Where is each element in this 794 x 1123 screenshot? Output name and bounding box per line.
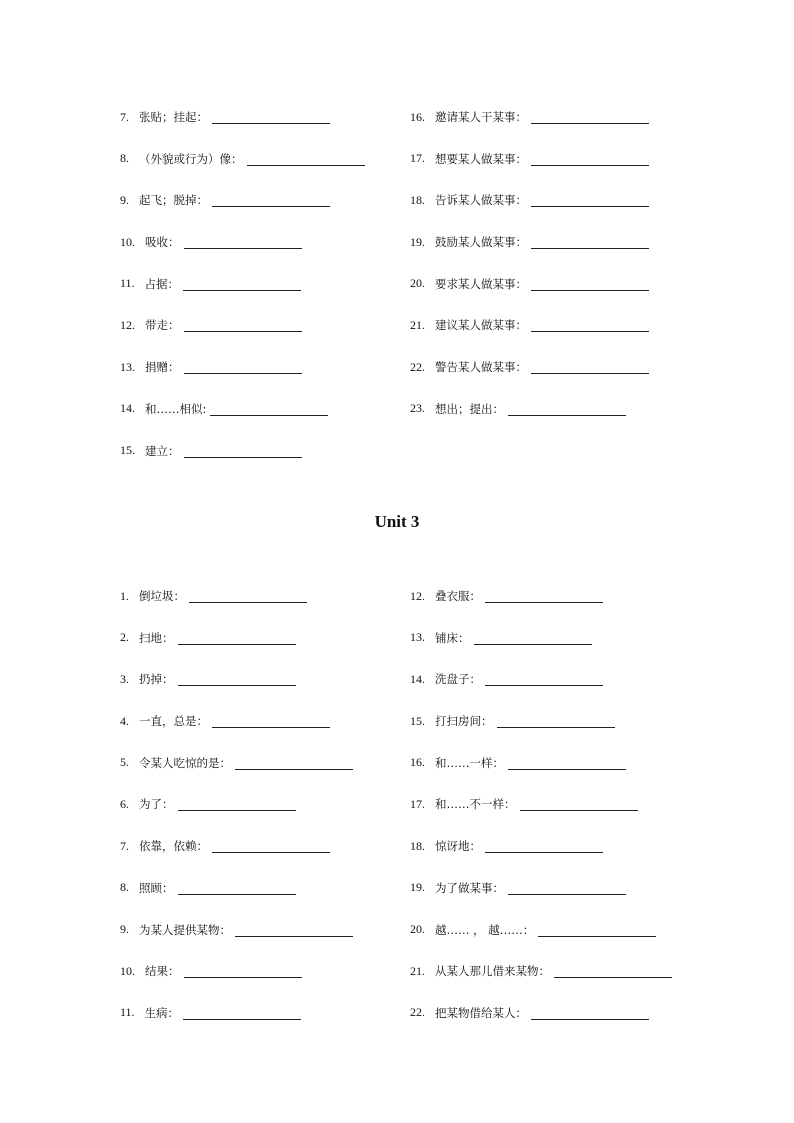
vocab-item [410,752,710,774]
item-prompt: 叠衣服： [435,589,481,603]
answer-blank[interactable] [184,247,302,249]
item-number: 8. [120,151,129,166]
item-number: 21. [410,317,425,332]
vocab-item [410,877,710,899]
item-number: 22. [410,359,425,374]
vocab-item [120,1002,410,1024]
item-prompt: 占据： [144,276,180,291]
vocab-item [410,356,710,378]
vocab-item [410,960,710,982]
item-prompt: 鼓励某人做某事： [435,235,527,250]
item-number: 13. [120,359,135,374]
answer-blank[interactable] [538,935,656,937]
vocab-item [410,231,710,253]
item-number: 17. [410,151,425,166]
item-prompt: 一直，总是： [139,714,208,729]
vocab-item [120,877,410,899]
item-number: 16. [410,755,425,770]
answer-blank[interactable] [485,684,603,686]
item-number: 7. [120,838,129,853]
item-number: 23. [410,401,425,416]
item-number: 12. [120,317,135,332]
answer-blank[interactable] [531,289,649,291]
vocab-item [410,398,710,420]
item-prompt: 为某人提供某物： [139,922,231,937]
vocab-item [120,793,410,815]
item-number: 6. [120,796,129,811]
item-number: 5. [120,755,129,770]
answer-blank[interactable] [184,372,302,374]
item-prompt: 建立： [145,443,180,458]
item-number: 4. [120,713,129,728]
item-number: 18. [410,838,425,853]
item-number: 13. [410,630,425,645]
vocab-item [120,752,410,774]
answer-blank[interactable] [474,643,592,645]
item-number: 14. [410,671,425,686]
item-number: 14. [120,401,135,416]
answer-blank[interactable] [178,684,296,686]
item-number: 10. [120,963,135,978]
answer-blank[interactable] [212,726,330,728]
vocab-item [120,919,410,941]
vocab-item [410,148,710,170]
item-prompt: 从某人那儿借来某物： [435,964,550,979]
vocab-item [410,668,710,690]
item-prompt: 为了： [139,797,174,812]
answer-blank[interactable] [178,809,296,811]
item-number: 3. [120,671,129,686]
vocab-item [410,189,710,211]
empty-cell [410,440,710,462]
answer-blank[interactable] [508,414,626,416]
vocab-item [120,356,410,378]
answer-blank[interactable] [508,768,626,770]
answer-blank[interactable] [531,1018,649,1020]
item-prompt: 和……不一样： [435,797,516,812]
item-number: 21. [410,963,425,978]
item-number: 11. [120,276,135,291]
item-number: 18. [410,192,425,207]
item-number: 19. [410,880,425,895]
vocab-item [410,106,710,128]
item-prompt: 打扫房间： [435,714,493,729]
item-prompt: 邀请某人干某事： [435,110,527,124]
item-prompt: 为了做某事： [435,880,504,895]
item-prompt: 洗盘子： [435,672,481,687]
answer-blank[interactable] [531,372,649,374]
answer-blank[interactable] [184,976,302,978]
vocab-item [120,314,410,336]
vocab-item [120,231,410,253]
unit-heading: Unit 3 [374,512,420,531]
vocab-item [120,668,410,690]
vocab-item [120,106,410,128]
item-number: 15. [120,443,135,457]
item-prompt: （外貌或行为）像： [139,151,243,166]
answer-blank[interactable] [183,289,301,291]
item-prompt: 铺床： [435,630,470,645]
item-number: 2. [120,630,129,645]
vocab-item [120,148,410,170]
item-prompt: 想要某人做某事： [435,151,527,166]
answer-blank[interactable] [554,976,672,978]
item-number: 15. [410,713,425,728]
item-prompt: 和……一样： [435,755,504,770]
item-number: 22. [410,1005,425,1020]
item-prompt: 想出；提出： [435,401,504,416]
item-number: 7. [120,109,129,124]
item-prompt: 令某人吃惊的是： [139,755,231,770]
vocab-grid-unit3 [120,585,710,1044]
item-prompt: 把某物借给某人： [435,1005,527,1020]
answer-blank[interactable] [485,851,603,853]
answer-blank[interactable] [520,809,638,811]
item-prompt: 惊讶地： [435,839,481,854]
vocab-item [410,627,710,649]
vocab-item [410,835,710,857]
answer-blank[interactable] [508,893,626,895]
vocab-item [120,585,410,607]
vocab-item [410,585,710,607]
answer-blank[interactable] [212,205,330,207]
item-number: 1. [120,588,129,603]
answer-blank[interactable] [184,330,302,332]
item-prompt: 照顾： [139,880,174,895]
vocab-item [410,919,710,941]
answer-blank[interactable] [184,456,302,458]
item-prompt: 扫地： [139,630,174,645]
vocab-item [120,398,410,420]
item-number: 20. [410,276,425,291]
item-prompt: 扔掉： [139,672,174,687]
vocab-item [120,189,410,211]
answer-blank[interactable] [210,414,328,416]
vocab-item [410,710,710,732]
vocab-item [120,960,410,982]
answer-blank[interactable] [212,851,330,853]
vocab-grid-top [120,106,710,481]
answer-blank[interactable] [531,164,649,166]
vocab-item [410,793,710,815]
item-number: 9. [120,192,129,207]
answer-blank[interactable] [178,893,296,895]
vocab-item [410,1002,710,1024]
answer-blank[interactable] [183,1018,301,1020]
vocab-item [410,314,710,336]
item-prompt: 要求某人做某事： [435,276,527,291]
item-number: 20. [410,922,425,936]
item-prompt: 越…… ， 越……： [435,922,535,937]
answer-blank[interactable] [531,205,649,207]
item-number: 8. [120,880,129,895]
answer-blank[interactable] [189,601,307,603]
item-prompt: 和……相似: [145,401,207,416]
answer-blank[interactable] [247,164,365,166]
answer-blank[interactable] [531,330,649,332]
item-number: 12. [410,588,425,603]
item-prompt: 张贴；挂起： [139,110,208,124]
answer-blank[interactable] [497,726,615,728]
vocab-item [120,273,410,295]
answer-blank[interactable] [235,768,353,770]
answer-blank[interactable] [178,643,296,645]
item-prompt: 带走： [145,318,180,333]
item-prompt: 倒垃圾： [139,589,185,603]
item-prompt: 结果： [145,964,180,979]
answer-blank[interactable] [531,122,649,124]
item-prompt: 吸收： [145,235,180,250]
item-prompt: 建议某人做某事： [435,318,527,333]
vocab-item [120,835,410,857]
answer-blank[interactable] [485,601,603,603]
answer-blank[interactable] [235,935,353,937]
item-number: 10. [120,234,135,249]
item-number: 16. [410,109,425,124]
item-prompt: 依靠，依赖： [139,839,208,854]
item-number: 9. [120,922,129,936]
vocab-item [120,710,410,732]
item-prompt: 警告某人做某事： [435,360,527,375]
vocab-item [410,273,710,295]
item-prompt: 告诉某人做某事： [435,193,527,208]
item-prompt: 起飞；脱掉： [139,193,208,208]
answer-blank[interactable] [212,122,330,124]
answer-blank[interactable] [531,247,649,249]
item-prompt: 生病： [144,1005,180,1020]
vocab-item [120,440,410,462]
item-number: 11. [120,1005,135,1020]
item-number: 17. [410,796,425,811]
item-prompt: 捐赠： [145,360,180,375]
vocab-item [120,627,410,649]
item-number: 19. [410,234,425,249]
